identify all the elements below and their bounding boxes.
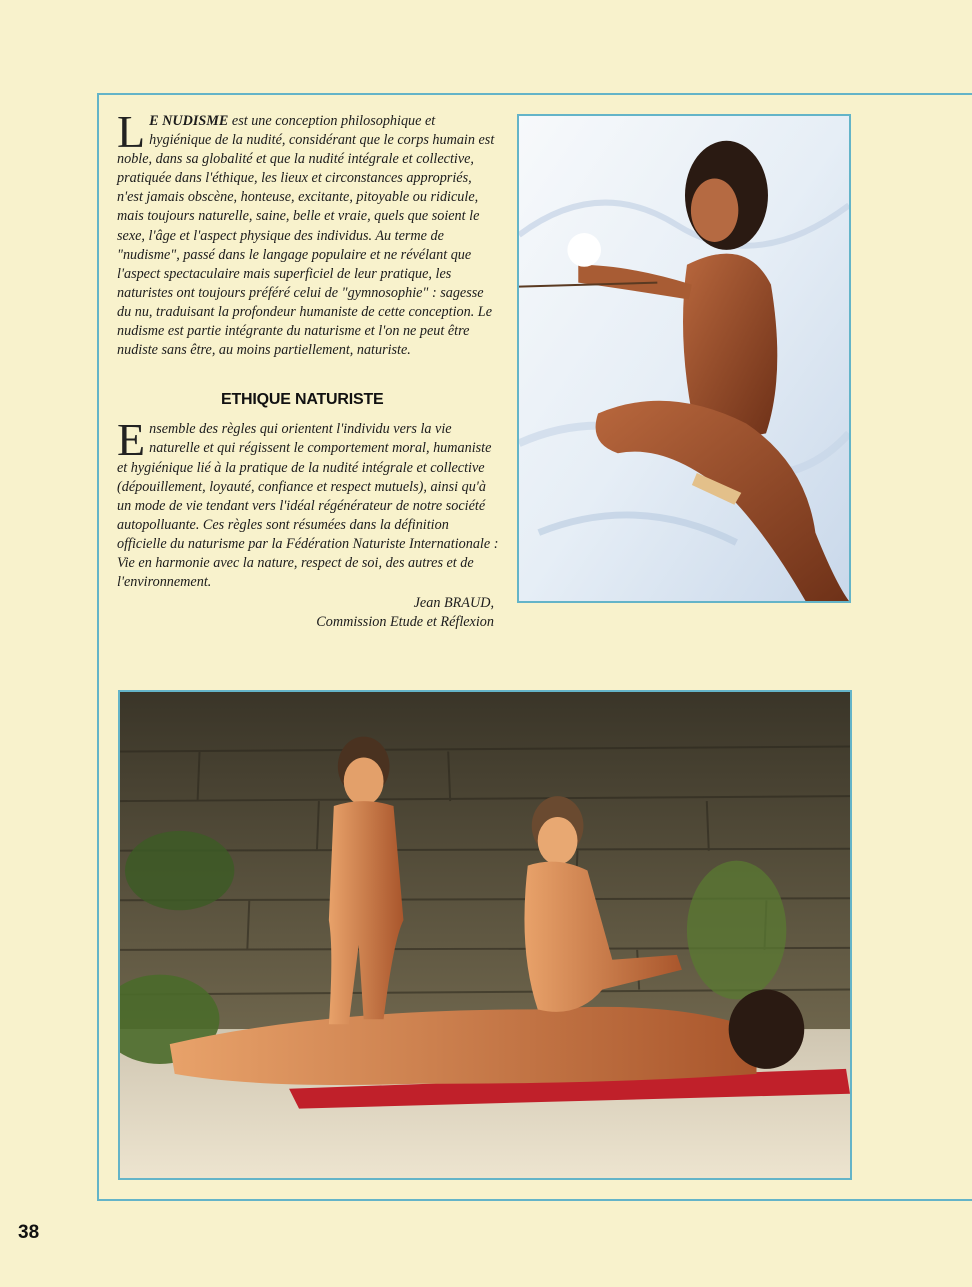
intro-dropcap: L [117,106,146,157]
signature [117,594,499,632]
section-title: ETHIQUE NATURISTE [221,391,384,409]
page-number: 38 [18,1222,40,1243]
ethics-dropcap: E [117,414,146,466]
signature-name: Jean BRAUD, [413,595,494,612]
photo-family-wall [118,690,852,1180]
intro-body: est une conception philosophique et hygiénique de la nudité, considérant que le corps humain est noble, dans sa globalité et que la nudité intégrale et collective, pratiquée dans l'éthique, les lieux et circonstances appropriés, n'est jamais obscène, honteuse, excitante, pitoyable ou ridicule, mais toujours naturelle, saine, belle et vraie, quels que soient le sexe, l'âge et l'aspect physique des individus. Au terme de "nudisme", passé dans le langage populaire et ne révélant que l'aspect spectaculaire mais superficiel de leur pratique, les naturistes ont toujours préféré celui de "gymnosophie" : sagesse du nu, traduisant la profondeur humaniste de cette conception. Le nudisme est partie intégrante du naturisme et l'on ne peut être nudiste sans être, au moins partiellement, naturiste. [117,113,495,359]
intro-paragraph [117,106,499,360]
photo-snow-woman [517,114,851,603]
ethics-paragraph [117,414,499,592]
signature-role: Commission Etude et Réflexion [316,614,494,631]
intro-lead: E NUDISME [149,113,229,129]
photo-family-image [120,692,850,1178]
ethics-body: nsemble des règles qui orientent l'individu vers la vie naturelle et qui régissent le comportement moral, humaniste et hygiénique lié à la pratique de la nudité intégrale et collective (dépouillement, loyauté, confiance et respect mutuels), ainsi qu'à un mode de vie tendant vers l'idéal régénérateur de notre société autopolluante. Ces règles sont résumées dans la définition officielle du naturisme par la Fédération Naturiste Internationale : Vie en harmonie avec la nature, respect de soi, des autres et de l'environnement. [117,421,499,591]
photo-snow-image [519,116,849,601]
article-text [117,106,499,632]
